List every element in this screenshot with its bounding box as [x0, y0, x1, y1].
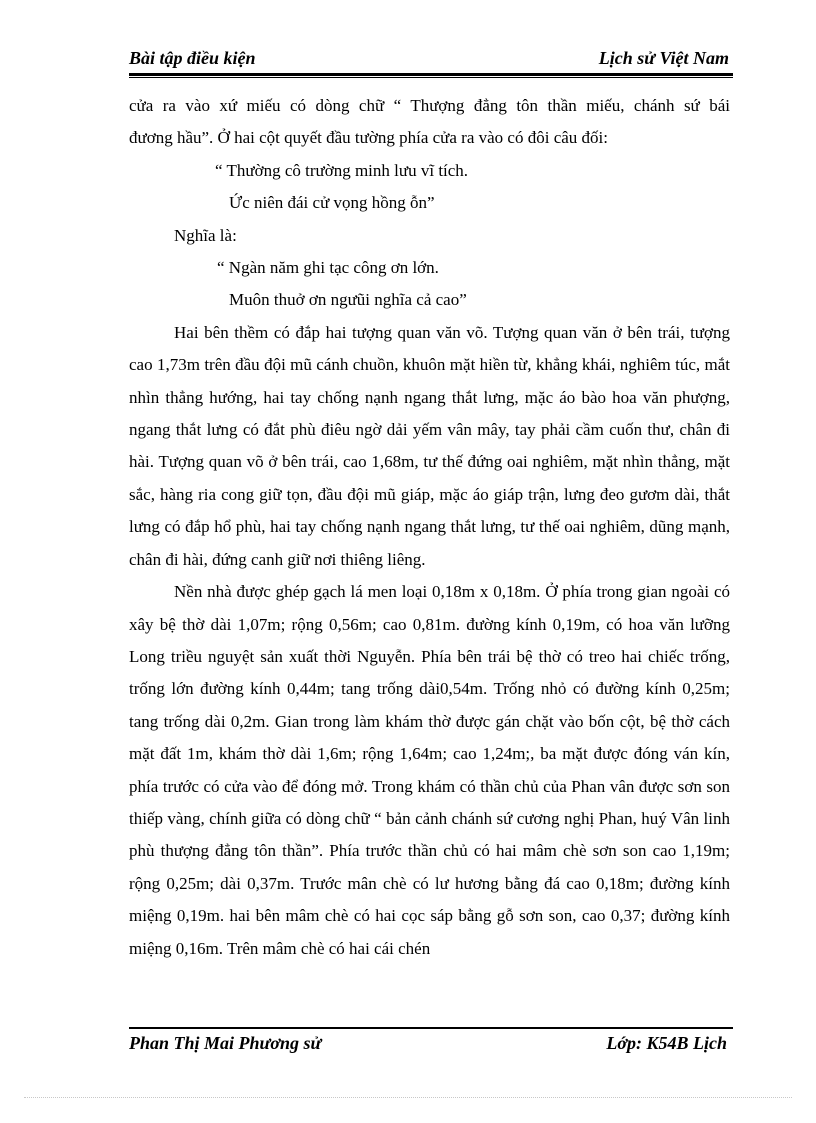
paragraph-statues: Hai bên thềm có đắp hai tượng quan văn võ. Tượng quan văn ở bên trái, tượng cao 1,73m trên đầu đội mũ cánh chuồn, khuôn mặt hiền từ, khẳng khái, nghiêm túc, mắt nhìn thẳng hướng, hai tay chống nạnh ngang thắt lưng, mặc áo bào hoa văn phượng, ngang thắt lưng có đắt phù điêu ngờ dải yếm vân mây, tay phải cầm cuốn thư, chân đi hài. Tượng quan võ ở bên trái, cao 1,68m, tư thế đứng oai nghiêm, mặt nhìn thẳng, mặt sắc, hàng ria cong giữ tọn, đầu đội mũ giáp, mặc áo giáp trận, lưng đeo gươm dài, thắt lưng có đắp hổ phù, hai tay chống nạnh ngang thắt lưng, tư thế oai nghiêm, dũng mạnh, chân đi hài, đứng canh giữ nơi thiêng liêng.	[129, 322, 730, 569]
paragraph-line: cửa ra vào xứ miếu có dòng chữ “ Thượng đẳng tôn thần miếu, chánh sứ bái	[129, 96, 730, 115]
page-header	[129, 48, 733, 74]
header-title-left: Bài tập điều kiện	[129, 48, 256, 68]
page-bottom-dotted-line	[24, 1097, 792, 1098]
meaning-label: Nghĩa là:	[174, 225, 237, 245]
header-rule	[129, 73, 733, 76]
verse-line: Ức niên đái cử vọng hồng ỗn”	[229, 193, 435, 213]
verse-line: “ Ngàn năm ghi tạc công ơn lớn.	[217, 258, 439, 278]
verse-line: Muôn thuở ơn ngưũi nghĩa cả cao”	[229, 290, 467, 310]
paragraph-floor-altar: Nền nhà được ghép gạch lá men loại 0,18m x 0,18m. Ở phía trong gian ngoài có xây bệ thờ dài 1,07m; rộng 0,56m; cao 0,81m. đường kính 0,19m, có hoa văn lưỡng Long triều nguyệt sản xuất thời Nguyễn. Phía bên trái bệ thờ có treo hai chiếc trống, trống lớn đường kính 0,44m; tang trống dài0,54m. Trống nhỏ có đường kính 0,25m; tang trống dài 0,2m. Gian trong làm khám thờ được gán chặt vào bốn cột, bệ thờ cách mặt đất 1m, khám thờ dài 1,6m; rộng 1,64m; cao 1,24m;, ba mặt được đóng ván kín, phía trước có cửa vào để đóng mở. Trong khám có thần chủ của Phan vân được sơn son thiếp vàng, chính giữa có dòng chữ “ bản cảnh chánh sứ cương nghị Phan, huý Vân linh phù thượng đẳng tôn thần”. Phía trước thần chủ có hai mâm chè sơn son cao 1,19m; rộng 0,25m; dài 0,37m. Trước mân chè có lư hương bằng đá cao 0,18m; đường kính miệng 0,19m. hai bên mâm chè có hai cọc sáp bằng gỗ sơn son, cao 0,37; đường kính miệng 0,16m. Trên mâm chè có hai cái chén	[129, 582, 730, 958]
footer-class: Lớp: K54B Lịch	[606, 1033, 727, 1053]
footer-rule	[129, 1027, 733, 1029]
document-body	[129, 90, 730, 965]
header-title-right: Lịch sử Việt Nam	[598, 48, 729, 68]
paragraph-line: đương hầu”. Ở hai cột quyết đầu tường phía cửa ra vào có đôi câu đối:	[129, 128, 608, 148]
verse-line: “ Thường cô trường minh lưu vĩ tích.	[215, 160, 469, 180]
footer-author: Phan Thị Mai Phương sử	[129, 1033, 322, 1053]
header-rule-thin	[129, 77, 733, 78]
